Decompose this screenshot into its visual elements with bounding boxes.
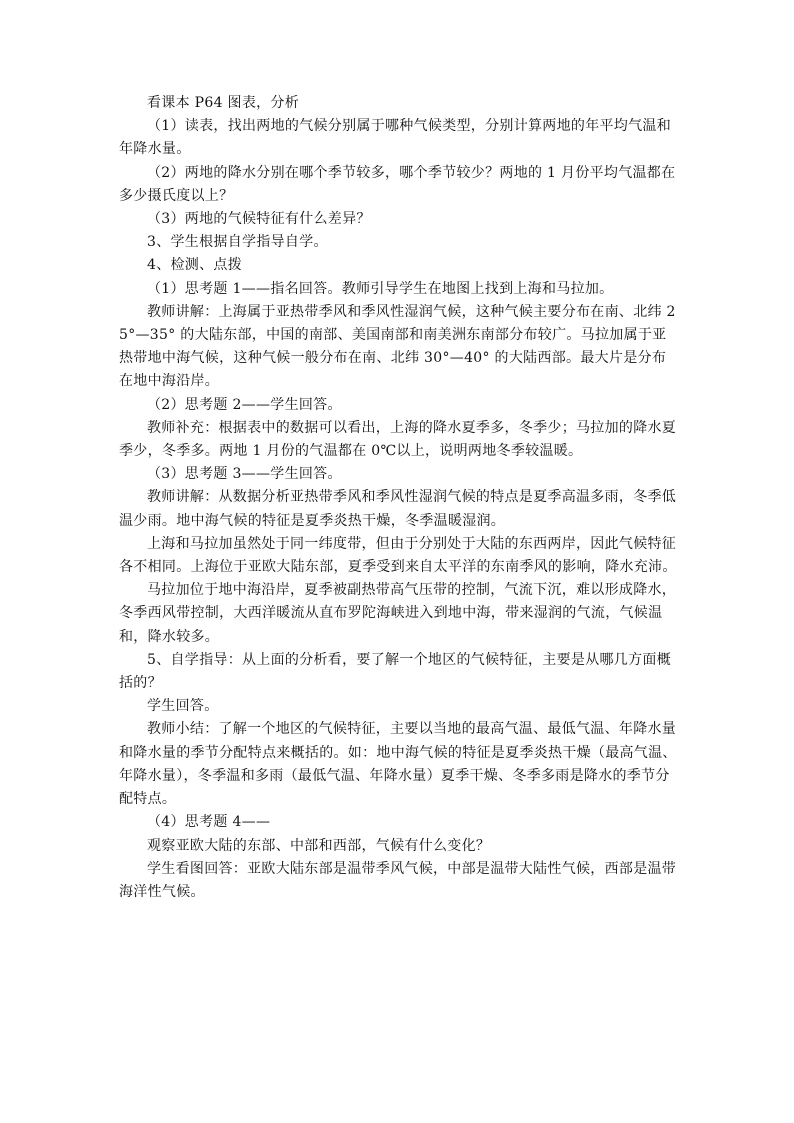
paragraph-malaga-climate: 马拉加位于地中海沿岸，夏季被副热带高气压带的控制，气流下沉，难以形成降水，冬季西风带控制，大西洋暖流从直布罗陀海峡进入到地中海，带来湿润的气流，气候温和，降水较多。 (119, 582, 677, 645)
paragraph-shanghai-malaga: 上海和马拉加虽然处于同一纬度带，但由于分别处于大陆的东西两岸，因此气候特征各不相同。上海位于亚欧大陆东部，夏季受到来自太平洋的东南季风的影响，降水充沛。 (119, 535, 677, 576)
paragraph-step-5: 5、自学指导：从上面的分析看，要了解一个地区的气候特征，主要是从哪几方面概括的？ (119, 651, 672, 692)
paragraph-student-map-answer: 学生看图回答：亚欧大陆东部是温带季风气候，中部是温带大陆性气候，西部是温带海洋性气候。 (119, 860, 677, 900)
paragraph-intro: 看课本 P64 图表，分析 (147, 95, 300, 111)
paragraph-question-3: （3）两地的气候特征有什么差异？ (147, 211, 371, 228)
paragraph-thinking-3: （3）思考题 3——学生回答。 (147, 466, 342, 483)
document-body (119, 92, 679, 904)
paragraph-thinking-1: （1）思考题 1——指名回答。教师引导学生在地图上找到上海和马拉加。 (147, 280, 614, 297)
paragraph-teacher-explain-1: 教师讲解：上海属于亚热带季风和季风性湿润气候，这种气候主要分布在南、北纬 25°—35° 的大陆东部，中国的南部、美国南部和南美洲东南部分布较广。马拉加属于亚热带地中海气候，这种气候一般分布在南、北纬 30°—40° 的大陆西部。最大片是分布在地中海沿岸。 (119, 303, 676, 390)
paragraph-question-1: （1）读表，找出两地的气候分别属于哪种气候类型，分别计算两地的年平均气温和年降水量。 (119, 118, 672, 158)
paragraph-teacher-supplement: 教师补充：根据表中的数据可以看出，上海的降水夏季多，冬季少；马拉加的降水夏季少，冬季多。两地 1 月份的气温都在 0℃以上，说明两地冬季较温暖。 (119, 419, 677, 460)
paragraph-teacher-summary: 教师小结：了解一个地区的气候特征，主要以当地的最高气温、最低气温、年降水量和降水量的季节分配特点来概括的。如：地中海气候的特征是夏季炎热干燥（最高气温、年降水量），冬季温和多雨（最低气温、年降水量）夏季干燥、冬季多雨是降水的季节分配特点。 (119, 721, 677, 808)
paragraph-thinking-4: （4）思考题 4—— (147, 814, 271, 831)
paragraph-observe-eurasia: 观察亚欧大陆的东部、中部和西部，气候有什么变化？ (147, 837, 491, 854)
paragraph-student-answer: 学生回答。 (147, 698, 219, 715)
paragraph-step-3: 3、学生根据自学指导自学。 (147, 234, 328, 251)
paragraph-question-2: （2）两地的降水分别在哪个季节较多，哪个季节较少？两地的 1 月份平均气温都在多少摄氏度以上？ (119, 164, 676, 204)
paragraph-teacher-explain-2: 教师讲解：从数据分析亚热带季风和季风性湿润气候的特点是夏季高温多雨，冬季低温少雨。地中海气候的特征是夏季炎热干燥，冬季温暖湿润。 (119, 489, 677, 529)
paragraph-thinking-2: （2）思考题 2——学生回答。 (147, 396, 342, 413)
paragraph-step-4: 4、检测、点拨 (147, 257, 243, 274)
